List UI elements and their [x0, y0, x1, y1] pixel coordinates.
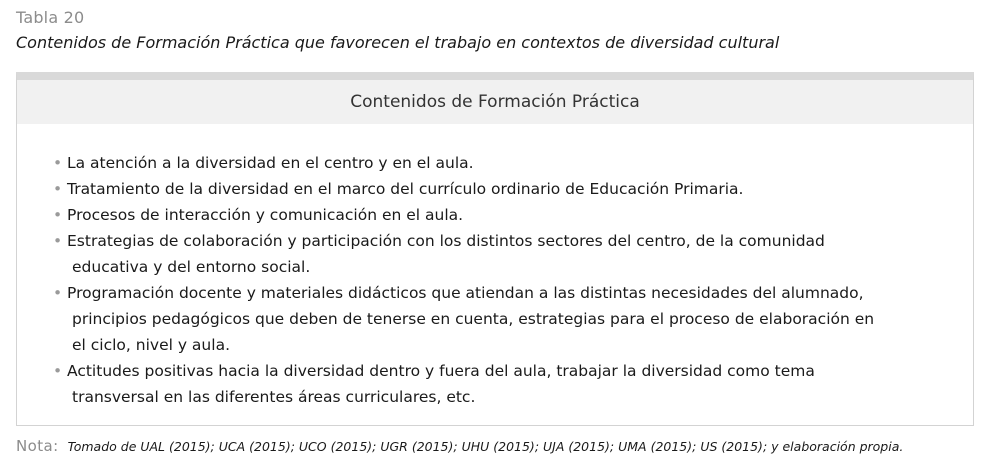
list-item: [53, 202, 933, 228]
bullet-icon: •: [53, 206, 63, 224]
list-item-line: Tratamiento de la diversidad en el marco del currículo ordinario de Educación Primaria.: [67, 180, 744, 198]
list-item-line: educativa y del entorno social.: [72, 258, 311, 276]
list-item-text: [67, 228, 933, 280]
list-item: [53, 358, 933, 410]
list-item-text: [67, 176, 933, 202]
list-item: [53, 280, 933, 358]
bullet-icon: •: [53, 362, 63, 380]
list-item: [53, 228, 933, 280]
list-item: [53, 150, 933, 176]
list-item-text: [67, 280, 933, 358]
list-item-line: Actitudes positivas hacia la diversidad dentro y fuera del aula, trabajar la diversidad como tema: [67, 362, 815, 380]
list-item-text: [67, 150, 933, 176]
content-list: [53, 150, 933, 410]
content-table: [16, 72, 974, 426]
note-text: Tomado de UAL (2015); UCA (2015); UCO (2015); UGR (2015); UHU (2015); UJA (2015); UMA (2015); US (2015); y elaboración propia.: [67, 439, 904, 454]
note-label: Nota:: [16, 437, 59, 455]
list-item-line: Estrategias de colaboración y participación con los distintos sectores del centro, de la comunidad: [67, 232, 825, 250]
list-item: [53, 176, 933, 202]
list-item-line: Procesos de interacción y comunicación en el aula.: [67, 206, 464, 224]
bullet-icon: •: [53, 284, 63, 302]
table-note: [16, 436, 903, 455]
list-item-line: Programación docente y materiales didácticos que atiendan a las distintas necesidades del alumnado,: [67, 284, 864, 302]
list-item-line: La atención a la diversidad en el centro y en el aula.: [67, 154, 474, 172]
list-item-text: [67, 358, 933, 410]
bullet-icon: •: [53, 232, 63, 250]
list-item-line: transversal en las diferentes áreas curriculares, etc.: [72, 388, 476, 406]
table-caption: Contenidos de Formación Práctica que favorecen el trabajo en contextos de diversidad cultural: [16, 33, 780, 52]
list-item-line: principios pedagógicos que deben de tenerse en cuenta, estrategias para el proceso de elaboración en: [72, 310, 875, 328]
list-item-line: el ciclo, nivel y aula.: [72, 336, 230, 354]
bullet-icon: •: [53, 180, 63, 198]
list-item-text: [67, 202, 933, 228]
table-header: Contenidos de Formación Práctica: [17, 80, 973, 124]
table-number: Tabla 20: [16, 8, 85, 27]
bullet-icon: •: [53, 154, 63, 172]
